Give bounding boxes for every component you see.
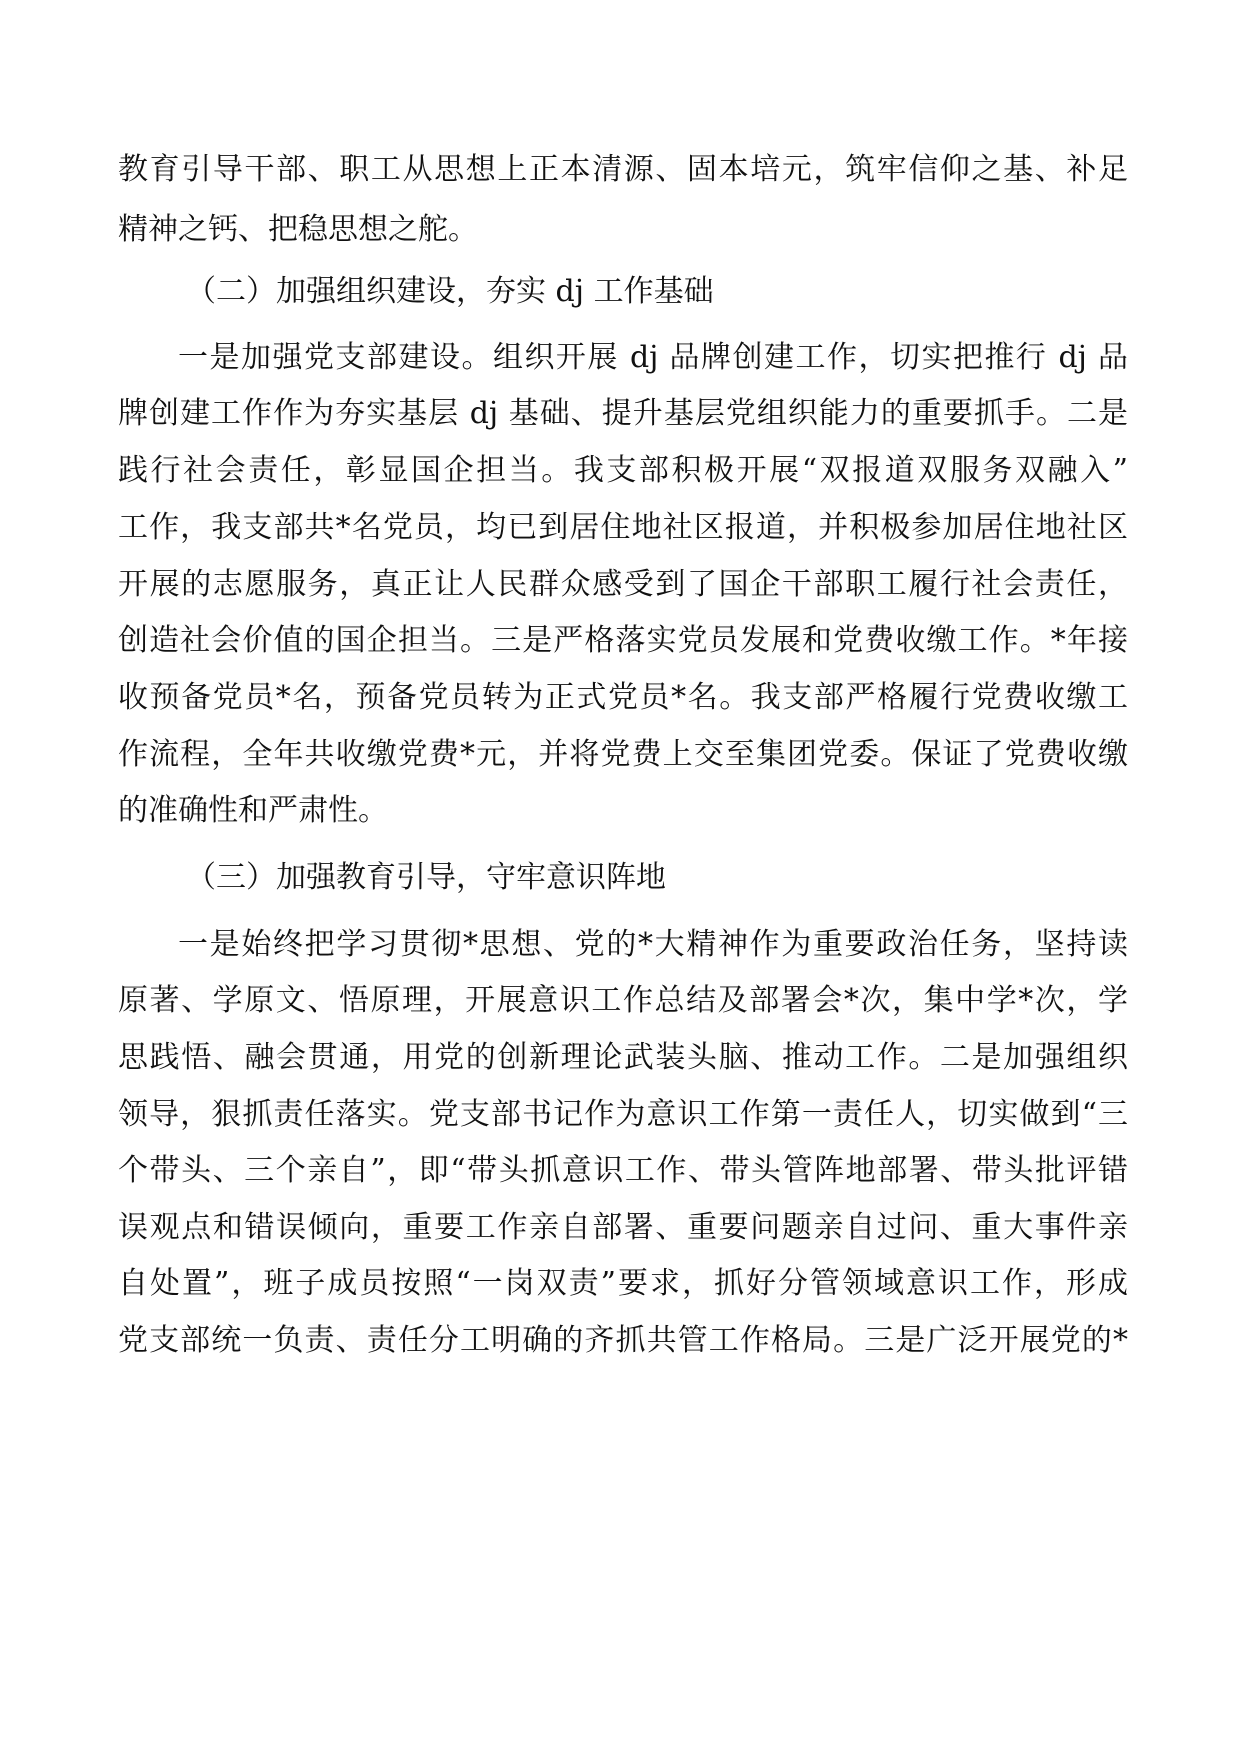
paragraph-line: 创造社会价值的国企担当。三是严格落实党员发展和党费收缴工作。*年接 [118,623,1128,658]
paragraph-line: 开展的志愿服务，真正让人民群众感受到了国企干部职工履行社会责任， [118,567,1128,602]
paragraph-line: 践行社会责任，彰显国企担当。我支部积极开展“双报道双服务双融入” [118,453,1128,488]
paragraph-line: 工作，我支部共*名党员，均已到居住地社区报道，并积极参加居住地社区 [118,510,1128,545]
section-heading-2: （二）加强组织建设，夯实 dj 工作基础 [186,274,714,309]
paragraph-line: 党支部统一负责、责任分工明确的齐抓共管工作格局。三是广泛开展党的* [118,1323,1128,1358]
paragraph-line: 个带头、三个亲自”，即“带头抓意识工作、带头管阵地部署、带头批评错 [118,1153,1128,1188]
paragraph-line: 一是加强党支部建设。组织开展 dj 品牌创建工作，切实把推行 dj 品 [178,340,1128,375]
paragraph-line: 作流程，全年共收缴党费*元，并将党费上交至集团党委。保证了党费收缴 [118,737,1128,772]
paragraph-line: 的准确性和严肃性。 [118,793,388,828]
paragraph-line: 精神之钙、把稳思想之舵。 [118,212,478,247]
paragraph-line: 领导，狠抓责任落实。党支部书记作为意识工作第一责任人，切实做到“三 [118,1097,1128,1132]
paragraph-line: 一是始终把学习贯彻*思想、党的*大精神作为重要政治任务，坚持读 [178,927,1128,962]
paragraph-line: 原著、学原文、悟原理，开展意识工作总结及部署会*次，集中学*次，学 [118,983,1128,1018]
paragraph-line: 牌创建工作作为夯实基层 dj 基础、提升基层党组织能力的重要抓手。二是 [118,396,1128,431]
paragraph-line: 思践悟、融会贯通，用党的创新理论武装头脑、推动工作。二是加强组织 [118,1040,1128,1075]
section-heading-3: （三）加强教育引导，守牢意识阵地 [186,860,666,895]
paragraph-line: 教育引导干部、职工从思想上正本清源、固本培元，筑牢信仰之基、补足 [118,152,1128,187]
paragraph-line: 自处置”，班子成员按照“一岗双责”要求，抓好分管领域意识工作，形成 [118,1266,1128,1301]
paragraph-line: 误观点和错误倾向，重要工作亲自部署、重要问题亲自过问、重大事件亲 [118,1210,1128,1245]
paragraph-line: 收预备党员*名，预备党员转为正式党员*名。我支部严格履行党费收缴工 [118,680,1128,715]
